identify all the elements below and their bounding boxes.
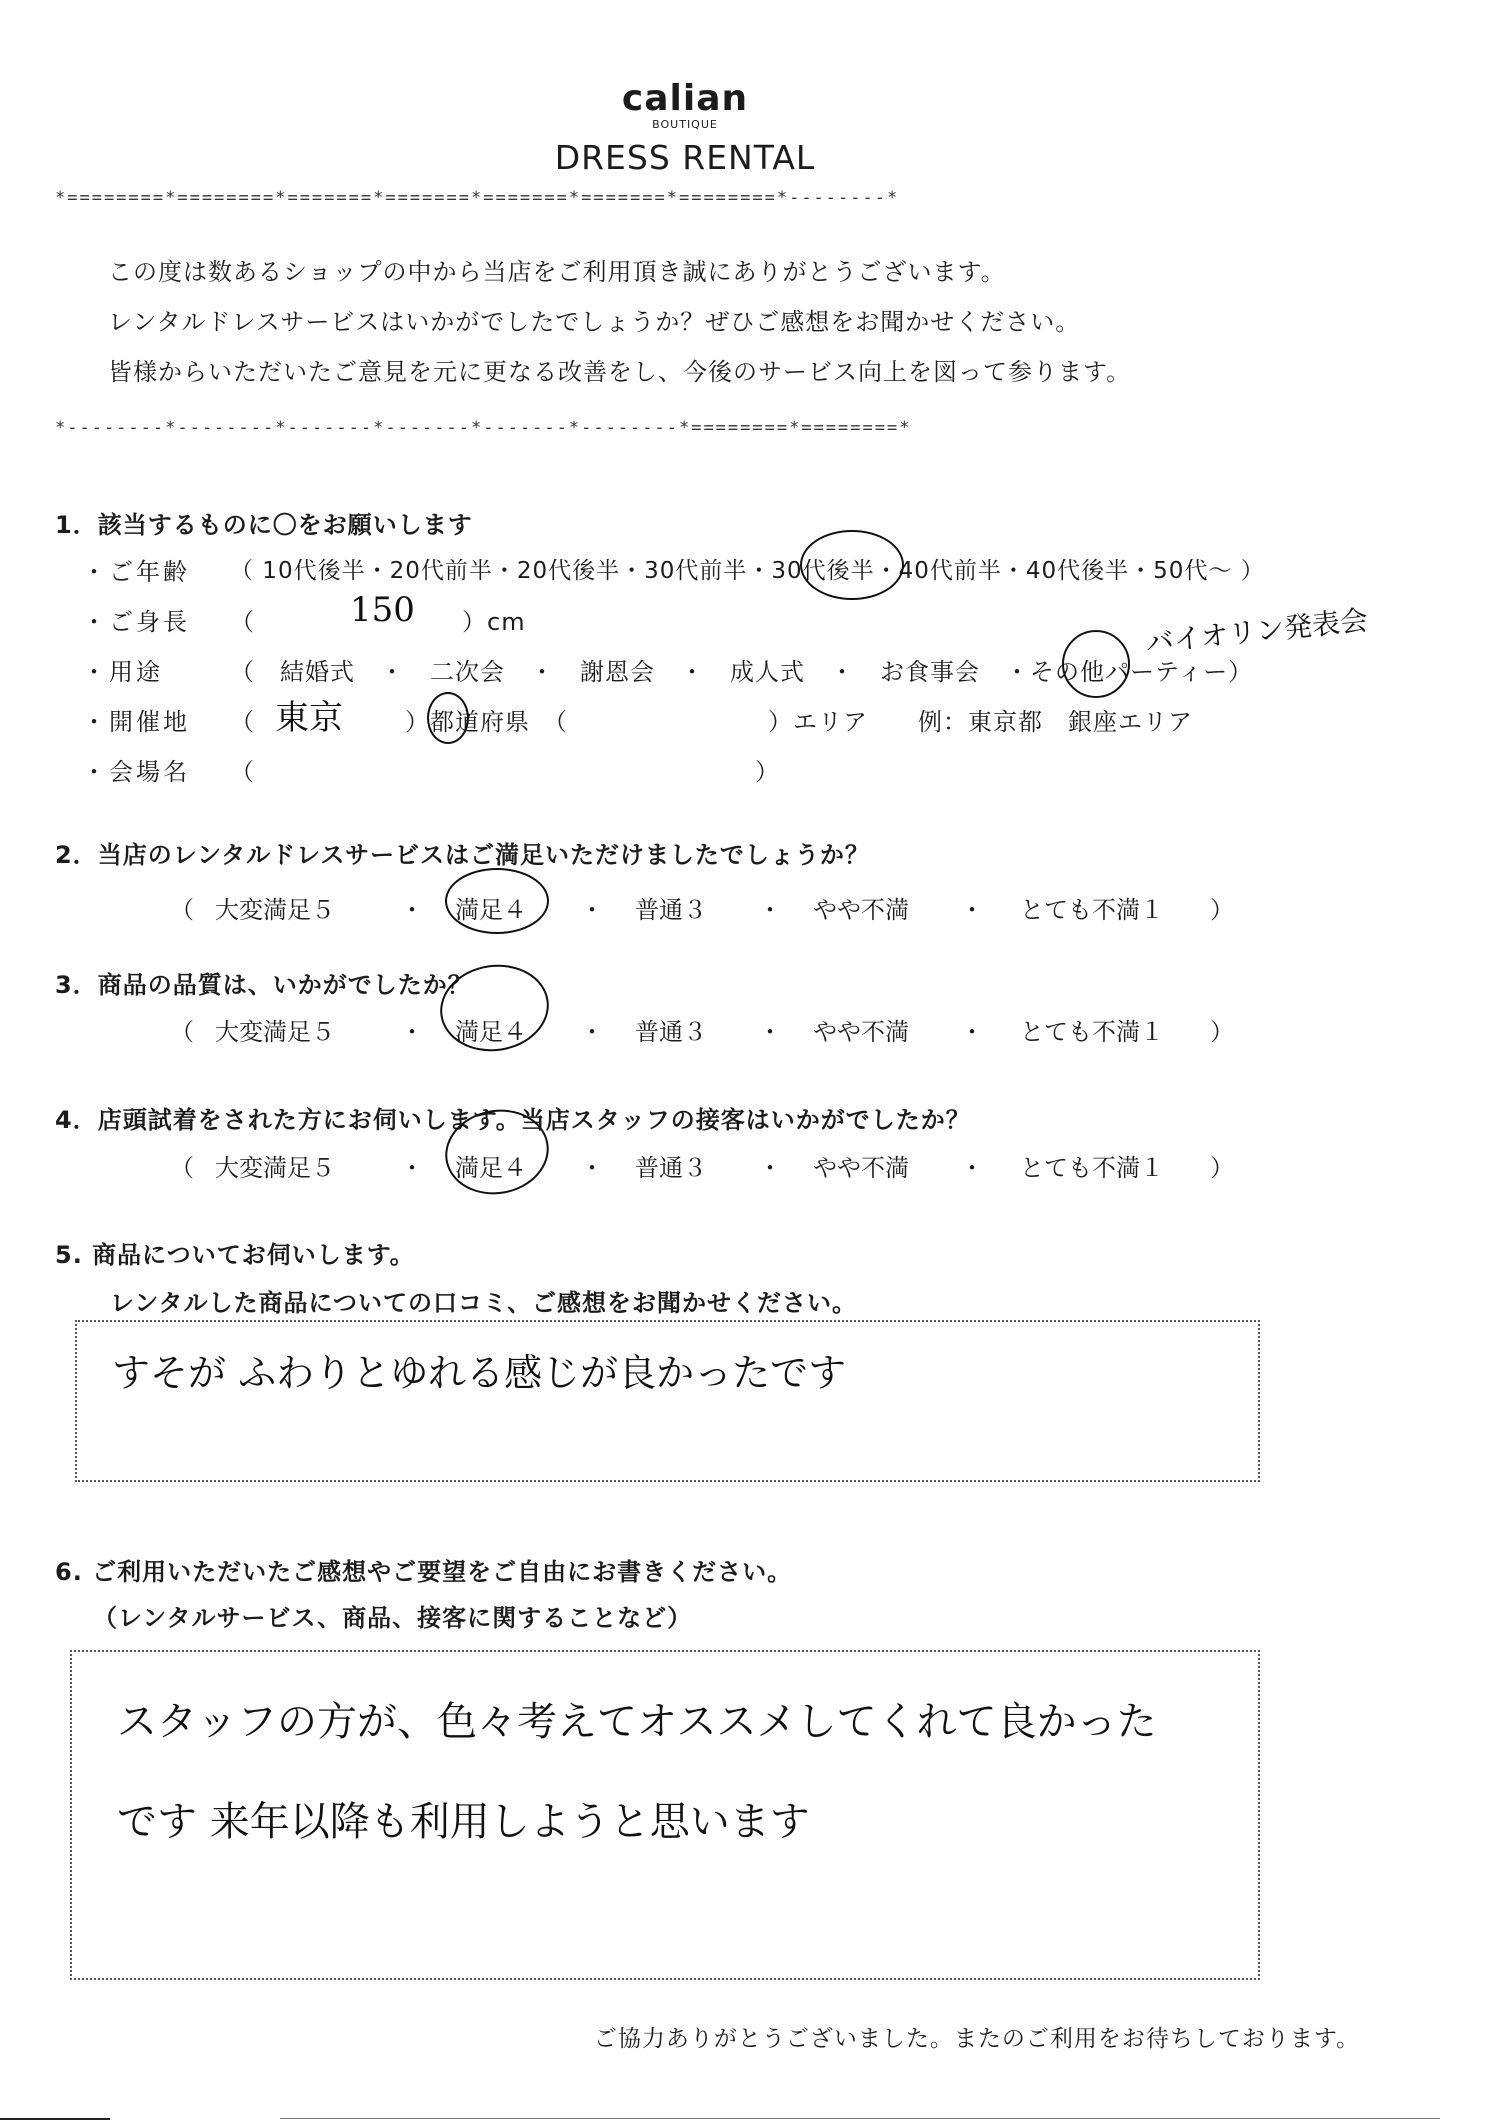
q3-open: （ [170, 1018, 194, 1046]
q2-open: （ [170, 896, 194, 924]
q2-sep: ・ [960, 896, 984, 924]
q3-sep: ・ [960, 1018, 984, 1046]
location-label: ・開催地 [82, 708, 190, 736]
age-options: （ 10代後半・20代前半・20代後半・30代前半・30代後半・40代前半・40代後半・50代〜 ） [230, 558, 1265, 584]
q3-sep: ・ [400, 1018, 424, 1046]
location-selected-circle[interactable] [427, 692, 469, 744]
q3-heading: 3．商品の品質は、いかがでしたか？ [55, 971, 473, 999]
purpose-label: ・用途 [82, 658, 163, 686]
q5-heading: 5. 商品についてお伺いします。 [55, 1241, 415, 1269]
height-open: （ [230, 608, 255, 636]
q2-option-5[interactable]: 大変満足５ [215, 896, 335, 924]
intro-line-1: この度は数あるショップの中から当店をご利用頂き誠にありがとうございます。 [108, 258, 1006, 286]
q6-subheading: （レンタルサービス、商品、接客に関することなど） [93, 1604, 693, 1632]
footer-line-left [0, 2118, 110, 2120]
q6-heading: 6. ご利用いただいたご感想やご要望をご自由にお書きください。 [55, 1558, 793, 1586]
q2-option-3[interactable]: 普通３ [635, 896, 707, 924]
divider-top: *========*========*=======*=======*=======*=======*========*--------* [55, 188, 900, 208]
purpose-note[interactable]: バイオリン発表会 [1144, 603, 1370, 660]
divider-bottom: *--------*--------*-------*-------*-------*--------*========*========* [55, 418, 912, 438]
q2-close: ） [1210, 896, 1234, 924]
venue-label: ・会場名 [82, 758, 190, 786]
q4-option-5[interactable]: 大変満足５ [215, 1154, 335, 1182]
age-selected-circle[interactable] [800, 530, 904, 600]
q3-close: ） [1210, 1018, 1234, 1046]
q5-answer-box[interactable] [75, 1320, 1260, 1482]
q4-sep: ・ [758, 1154, 782, 1182]
q4-sep: ・ [960, 1154, 984, 1182]
q4-option-4[interactable]: 満足４ [455, 1154, 527, 1182]
q3-option-4[interactable]: 満足４ [455, 1018, 527, 1046]
q3-option-5[interactable]: 大変満足５ [215, 1018, 335, 1046]
height-value[interactable]: 150 [350, 590, 415, 630]
purpose-options: （ 結婚式 ・ 二次会 ・ 謝恩会 ・ 成人式 ・ お食事会 ・その他パーティー） [230, 658, 1254, 686]
q6-answer-line-2[interactable]: です 来年以降も利用しようと思います [117, 1799, 810, 1845]
q5-subheading: レンタルした商品についての口コミ、ご感想をお聞かせください。 [110, 1289, 857, 1317]
q4-option-1[interactable]: とても不満１ [1020, 1154, 1164, 1182]
q6-answer-box[interactable] [70, 1650, 1260, 1980]
q5-answer[interactable]: すそが ふわりとゆれる感じが良かったです [112, 1351, 847, 1395]
intro-line-3: 皆様からいただいたご意見を元に更なる改善をし、今後のサービス向上を図って参ります。 [108, 358, 1132, 386]
q2-option-2[interactable]: やや不満 [813, 896, 909, 924]
q2-option-4[interactable]: 満足４ [455, 896, 527, 924]
q3-sep: ・ [758, 1018, 782, 1046]
q2-selected-circle[interactable] [445, 868, 549, 934]
height-unit: ）cm [462, 608, 526, 636]
location-value[interactable]: 東京 [275, 698, 343, 738]
q4-option-3[interactable]: 普通３ [635, 1154, 707, 1182]
q2-sep: ・ [580, 896, 604, 924]
location-rest: ）都道府県 （ ）エリア 例：東京都 銀座エリア [405, 708, 1193, 736]
age-label: ・ご年齢 [82, 558, 190, 586]
q3-option-1[interactable]: とても不満１ [1020, 1018, 1164, 1046]
q2-option-1[interactable]: とても不満１ [1020, 896, 1164, 924]
q4-open: （ [170, 1154, 194, 1182]
location-open: （ [230, 708, 255, 736]
q3-sep: ・ [580, 1018, 604, 1046]
q4-sep: ・ [400, 1154, 424, 1182]
brand-sub: BOUTIQUE [652, 118, 718, 131]
footer-thanks: ご協力ありがとうございました。またのご利用をお待ちしております。 [593, 2026, 1360, 2052]
height-label: ・ご身長 [82, 608, 190, 636]
page-title: DRESS RENTAL [554, 138, 816, 177]
q2-sep: ・ [758, 896, 782, 924]
intro-line-2: レンタルドレスサービスはいかがでしたでしょうか？ぜひご感想をお聞かせください。 [108, 308, 1081, 336]
q6-answer-line-1[interactable]: スタッフの方が、色々考えてオススメしてくれて良かった [117, 1699, 1157, 1745]
q4-sep: ・ [580, 1154, 604, 1182]
venue-blank[interactable]: （ ） [230, 758, 780, 786]
purpose-selected-circle[interactable] [1062, 630, 1130, 698]
q3-option-3[interactable]: 普通３ [635, 1018, 707, 1046]
q1-heading: 1．該当するものに〇をお願いします [55, 511, 473, 539]
q2-sep: ・ [400, 896, 424, 924]
q4-heading: 4．店頭試着をされた方にお伺いします。当店スタッフの接客はいかがでしたか？ [55, 1106, 971, 1134]
q4-close: ） [1210, 1154, 1234, 1182]
q3-option-2[interactable]: やや不満 [813, 1018, 909, 1046]
q4-option-2[interactable]: やや不満 [813, 1154, 909, 1182]
brand-logo: calian [621, 78, 749, 119]
footer-line [280, 2118, 1440, 2119]
q2-heading: 2．当店のレンタルドレスサービスはご満足いただけましたでしょうか？ [55, 841, 870, 869]
